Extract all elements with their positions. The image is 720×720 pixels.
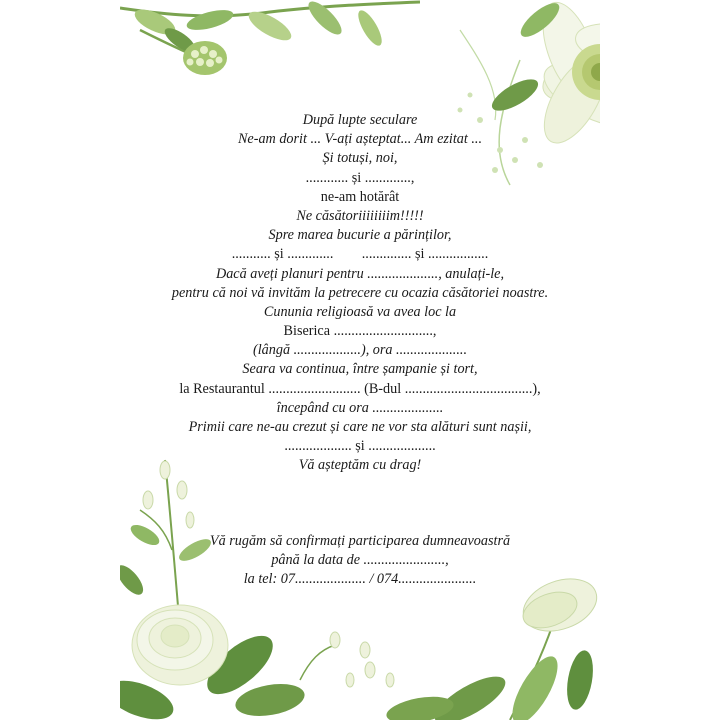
poem-line: Ne-am dorit ... V-ați așteptat... Am ezitat ... [237,131,483,148]
poem-line: Seara va continua, între șampanie și tort, [242,361,478,378]
poem-line: Ne căsătoriiiiiiiim!!!!! [296,207,424,224]
poem-line: la Restaurantul .......................... (B-dul ....................................), [179,380,541,397]
poem-line: Biserica ............................, [283,323,437,340]
invitation-card [120,0,600,720]
poem-line: începând cu ora .................... [276,399,444,416]
poem-line: Dacă aveți planuri pentru ...................., anulați-le, [215,265,505,282]
poem-line: Primii care ne-au crezut și care ne vor sta alături sunt nașii, [188,419,532,435]
rsvp-line: Vă rugăm să confirmați participarea dumneavoastră [209,533,511,549]
poem-line: Și totuși, noi, [322,150,398,167]
poem-line: (lângă ...................), ora .................... [253,342,467,359]
bud-icon [183,41,227,75]
rsvp-block [120,532,600,590]
top-left-floral-decoration [120,0,420,110]
poem-line: ........... și ............. .............. și ................. [231,246,489,263]
poem-line: Cununia religioasă va avea loc la [263,303,457,320]
poem-line: După lupte seculare [302,112,418,128]
rsvp-line: la tel: 07.................... / 074...................... [243,571,477,588]
poem-line: Vă așteptăm cu drag! [298,457,422,474]
rsvp-line: până la data de ......................., [271,552,449,569]
invitation-text [120,111,600,476]
poem-line: ............ și ............., [305,169,415,186]
poem-line: Spre marea bucurie a părinților, [268,227,452,244]
poem-line: ne-am hotărât [320,188,400,205]
poem-line: pentru că noi vă invităm la petrecere cu ocazia căsătoriei noastre. [171,284,549,301]
poem-line: ................... și ................... [284,438,436,455]
